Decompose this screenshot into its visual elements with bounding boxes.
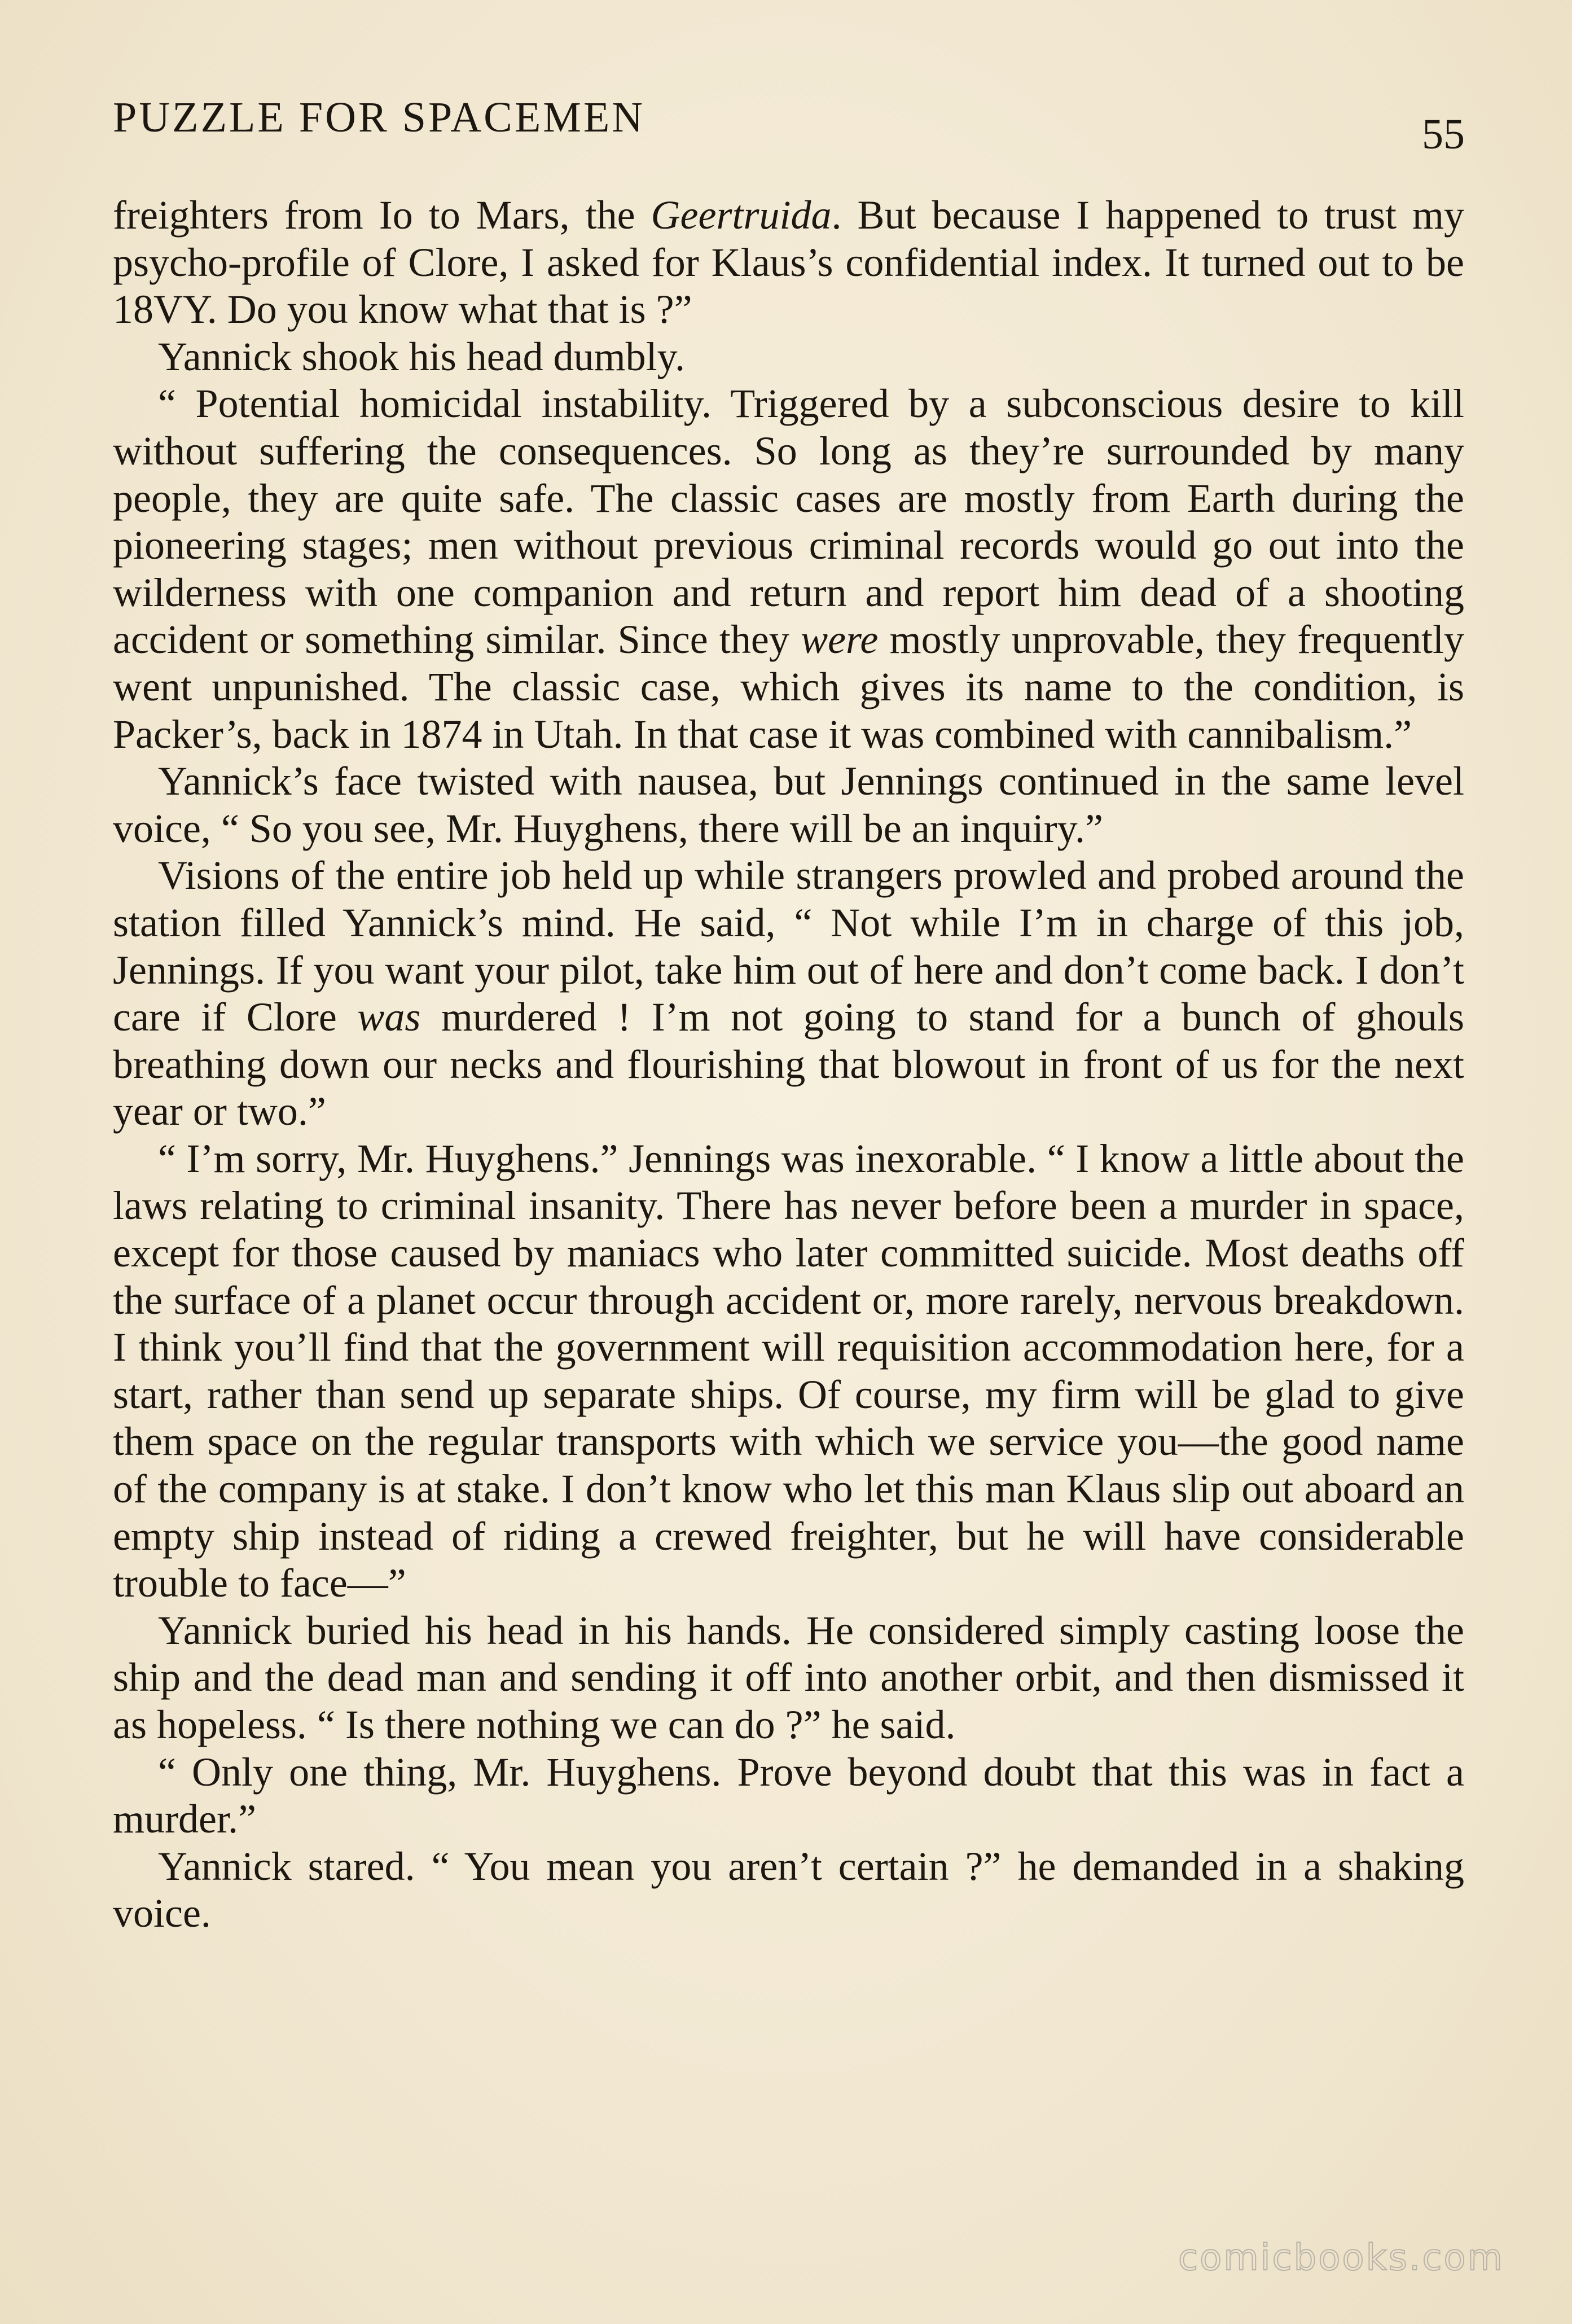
paragraph (113, 1843, 1464, 1937)
paragraph (113, 380, 1464, 758)
text-run: Visions of the entire job held up while strangers prowled and probed around the station filled Yannick’s mind. He said, “ Not while I’m in charge of this job, Jennings. If you want your pilot, take him out of here and don’t come back. I don’t care if Clore (113, 853, 1464, 1040)
running-head: PUZZLE FOR SPACEMEN (113, 94, 646, 141)
text-run: Yannick’s face twisted with nausea, but Jennings continued in the same level voice, “ So you see, Mr. Huyghens, there will be an inquiry.” (113, 758, 1464, 851)
text-run: “ Only one thing, Mr. Huyghens. Prove beyond doubt that this was in fact a murder.” (113, 1749, 1464, 1842)
italic-text-run: was (357, 994, 421, 1040)
text-run: Yannick shook his head dumbly. (158, 334, 685, 379)
text-run: Yannick stared. “ You mean you aren’t certain ?” he demanded in a shaking voice. (113, 1843, 1464, 1936)
italic-text-run: Geertruida (651, 192, 832, 238)
paragraph (113, 334, 1464, 381)
body-text (113, 192, 1464, 1937)
watermark: comicbooks.com (1178, 2237, 1504, 2279)
text-run: mostly unprovable, they frequently went unpunished. The classic case, which gives its name to the condition, is Packer’s, back in 1874 in Utah. In that case it was combined with cannibalism.” (113, 617, 1465, 757)
italic-text-run: were (801, 617, 879, 663)
page-number: 55 (1422, 111, 1465, 158)
paragraph (113, 1607, 1464, 1749)
text-run: murdered ! I’m not going to stand for a bunch of ghouls breathing down our necks and flourishing that blowout in front of us for the next year or two.” (113, 994, 1464, 1134)
paragraph (113, 192, 1464, 334)
text-run: freighters from Io to Mars, the (113, 192, 651, 238)
text-run: Yannick buried his head in his hands. He considered simply casting loose the ship and the dead man and sending it off into another orbit, and then dismissed it as hopeless. “ Is there nothing we can do ?” he said. (113, 1607, 1464, 1747)
text-run: “ I’m sorry, Mr. Huyghens.” Jennings was inexorable. “ I know a little about the laws relating to criminal insanity. There has never before been a murder in space, except for those caused by maniacs who later committed suicide. Most deaths off the surface of a planet occur through accident or, more rarely, nervous breakdown. I think you’ll find that the government will requisition accommodation here, for a start, rather than send up separate ships. Of course, my firm will be glad to give them space on the regular transports with which we service you—the good name of the company is at stake. I don’t know who let this man Klaus slip out aboard an empty ship instead of riding a crewed freighter, but he will have considerable trouble to face—” (113, 1135, 1464, 1606)
paragraph (113, 852, 1464, 1135)
paragraph (113, 1135, 1464, 1607)
paragraph (113, 758, 1464, 852)
text-run: . But because I happened to trust my psycho-profile of Clore, I asked for Klaus’s confidential index. It turned out to be 18VY. Do you know what that is ?” (113, 192, 1465, 332)
paragraph (113, 1749, 1464, 1843)
text-run: “ Potential homicidal instability. Triggered by a subconscious desire to kill without suffering the consequences. So long as they’re surrounded by many people, they are quite safe. The classic cases are mostly from Earth during the pioneering stages; men without previous criminal records would go out into the wilderness with one companion and return and report him dead of a shooting accident or something similar. Since they (113, 381, 1464, 663)
